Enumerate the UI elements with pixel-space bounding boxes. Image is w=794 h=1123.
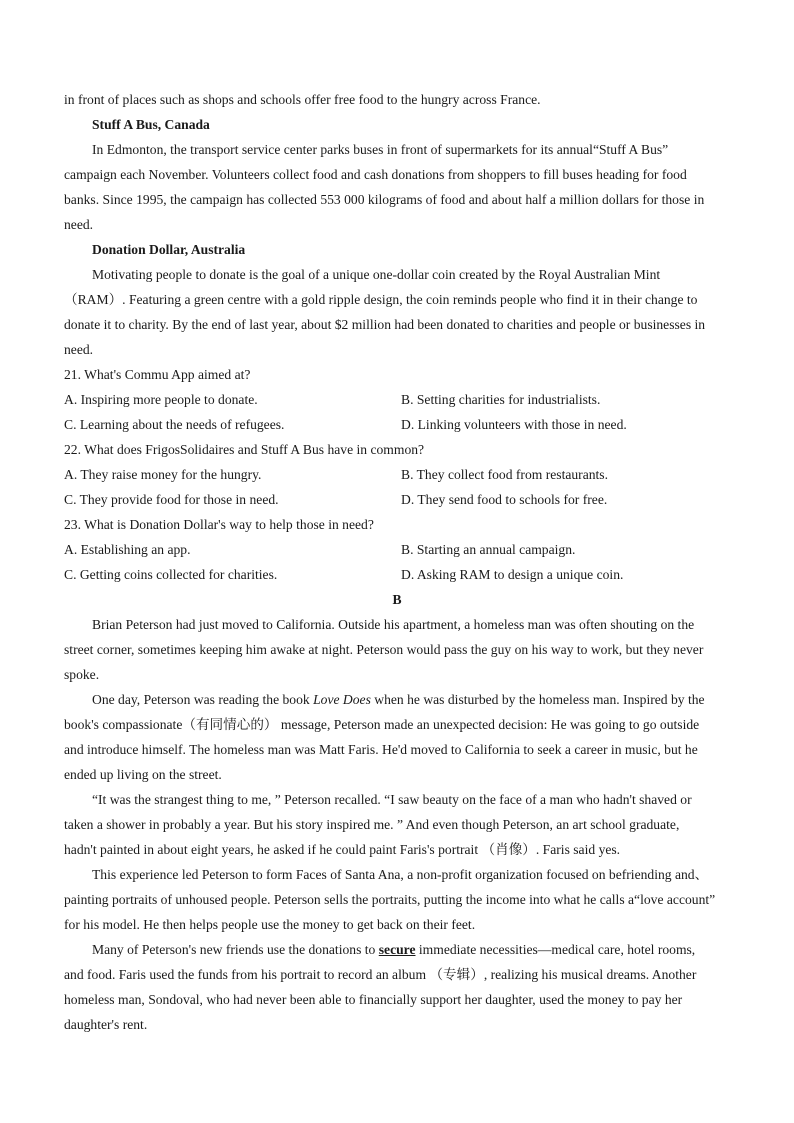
- text-span: Many of Peterson's new friends use the donations to: [92, 942, 379, 957]
- passage-line: daughter's rent.: [64, 1017, 148, 1032]
- passage-line: hadn't painted in about eight years, he asked if he could paint Faris's portrait （肖像）. Faris said yes.: [64, 842, 621, 857]
- passage-line: In Edmonton, the transport service center parks buses in front of supermarkets for its annual“Stuff A Bus”: [92, 142, 669, 157]
- section-heading-donation-dollar: Donation Dollar, Australia: [92, 242, 246, 257]
- passage-line: Motivating people to donate is the goal of a unique one-dollar coin created by the Royal Australian Mint: [92, 267, 661, 282]
- passage-line: taken a shower in probably a year. But his story inspired me. ” And even though Peterson, an art school graduate,: [64, 817, 680, 832]
- text-span: when he was disturbed by the homeless man. Inspired by the: [370, 692, 705, 707]
- book-title: Love Does: [313, 692, 371, 707]
- option-b: B. Starting an annual campaign.: [401, 542, 576, 557]
- passage-line: “It was the strangest thing to me, ” Peterson recalled. “I saw beauty on the face of a man who hadn't shaved or: [92, 792, 692, 807]
- passage-line: ended up living on the street.: [64, 767, 222, 782]
- text-span: immediate necessities—medical care, hotel rooms,: [415, 942, 696, 957]
- passage-line: and introduce himself. The homeless man was Matt Faris. He'd moved to California to seek a career in music, but he: [64, 742, 698, 757]
- option-a: A. They raise money for the hungry.: [64, 467, 262, 482]
- option-c: C. They provide food for those in need.: [64, 492, 279, 507]
- passage-line: donate it to charity. By the end of last year, about $2 million had been donated to charities and people or businesses in: [64, 317, 706, 332]
- passage-line: This experience led Peterson to form Faces of Santa Ana, a non-profit organization focused on befriending and、: [92, 867, 709, 882]
- option-b: B. Setting charities for industrialists.: [401, 392, 601, 407]
- option-d: D. Linking volunteers with those in need.: [401, 417, 627, 432]
- passage-b-title: B: [392, 592, 402, 607]
- passage-line: street corner, sometimes keeping him awake at night. Peterson would pass the guy on his way to work, but they never: [64, 642, 704, 657]
- passage-line: need.: [64, 217, 94, 232]
- option-b: B. They collect food from restaurants.: [401, 467, 608, 482]
- passage-line: Brian Peterson had just moved to California. Outside his apartment, a homeless man was often shouting on the: [92, 617, 695, 632]
- passage-line: for his model. He then helps people use the money to get back on their feet.: [64, 917, 476, 932]
- option-d: D. They send food to schools for free.: [401, 492, 608, 507]
- question-stem: 21. What's Commu App aimed at?: [64, 367, 251, 382]
- option-c: C. Getting coins collected for charities.: [64, 567, 278, 582]
- option-d: D. Asking RAM to design a unique coin.: [401, 567, 624, 582]
- option-a: A. Inspiring more people to donate.: [64, 392, 258, 407]
- passage-line: [92, 942, 695, 958]
- question-stem: 23. What is Donation Dollar's way to help those in need?: [64, 517, 374, 532]
- question-stem: 22. What does FrigosSolidaires and Stuff A Bus have in common?: [64, 442, 425, 457]
- underlined-keyword: secure: [378, 942, 416, 957]
- passage-line: book's compassionate（有同情心的） message, Peterson made an unexpected decision: He was going to go outside: [64, 717, 700, 732]
- passage-line: homeless man, Sondoval, who had never been able to financially support her daughter, used the money to pay her: [64, 992, 683, 1007]
- section-heading-stuff-a-bus: Stuff A Bus, Canada: [92, 117, 210, 132]
- passage-line: and food. Faris used the funds from his portrait to record an album （专辑）, realizing his musical dreams. Another: [64, 967, 697, 982]
- text-span: One day, Peterson was reading the book: [92, 692, 314, 707]
- passage-line: need.: [64, 342, 94, 357]
- passage-line: campaign each November. Volunteers collect food and cash donations from shoppers to fill buses heading for food: [64, 167, 687, 182]
- passage-line: in front of places such as shops and schools offer free food to the hungry across France.: [64, 92, 541, 107]
- passage-line: [92, 692, 705, 708]
- option-a: A. Establishing an app.: [64, 542, 191, 557]
- passage-line: spoke.: [64, 667, 100, 682]
- passage-line: painting portraits of unhoused people. Peterson sells the portraits, putting the income into what he calls a“love account”: [64, 892, 716, 907]
- passage-line: banks. Since 1995, the campaign has collected 553 000 kilograms of food and about half a million dollars for those in: [64, 192, 705, 207]
- option-c: C. Learning about the needs of refugees.: [64, 417, 285, 432]
- passage-line: （RAM）. Featuring a green centre with a gold ripple design, the coin reminds people who find it in their change to: [64, 292, 698, 307]
